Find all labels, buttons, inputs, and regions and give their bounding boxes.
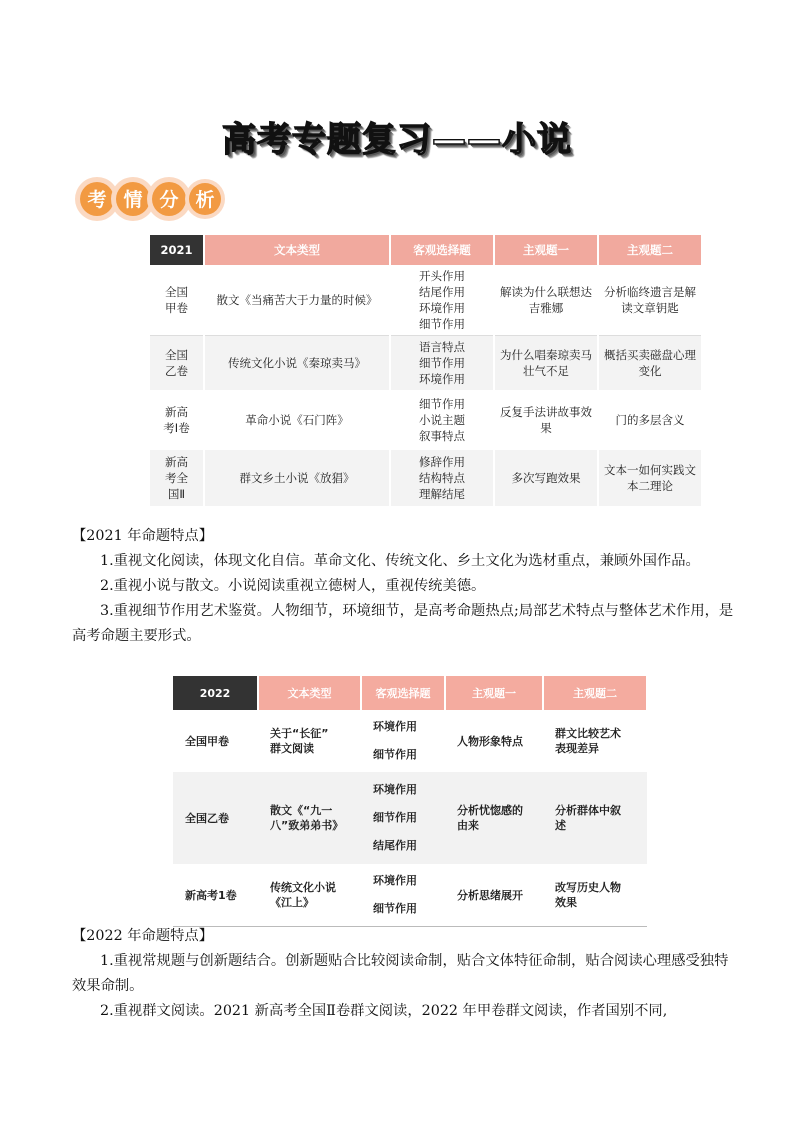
header-objective: 客观选择题 — [390, 235, 494, 265]
section-heading: 【2021 年命题特点】 — [72, 528, 214, 544]
cell-q1: 人物形象特点 — [445, 710, 543, 772]
header-q2: 主观题二 — [598, 235, 702, 265]
header-year: 2021 — [150, 235, 204, 265]
point-1: 1.重视文化阅读，体现文化自信。革命文化、传统文化、乡土文化为选材重点，兼顾外国作品。 — [100, 553, 700, 569]
cell-q1: 多次写跑效果 — [494, 449, 598, 507]
cell-region: 新高 考I卷 — [150, 391, 204, 449]
table-row — [150, 336, 702, 392]
cell-q1: 为什么唱秦琼卖马壮气不足 — [494, 336, 598, 392]
header-type: 文本类型 — [258, 676, 361, 710]
cell-q2: 分析群体中叙 述 — [543, 772, 647, 864]
objective-item: 环境作用 — [373, 783, 417, 796]
cell-objective: 修辞作用 结构特点 理解结尾 — [390, 449, 494, 507]
table-row — [150, 391, 702, 449]
cell-region: 全国乙卷 — [173, 772, 258, 864]
cell-objective: 细节作用 小说主题 叙事特点 — [390, 391, 494, 449]
cell-objective: 开头作用 结尾作用 环境作用 细节作用 — [390, 265, 494, 336]
table-row — [173, 864, 647, 927]
cell-type: 散文《当痛苦大于力量的时候》 — [204, 265, 390, 336]
cell-q2: 门的多层含义 — [598, 391, 702, 449]
page-title: 高考专题复习——小说 — [222, 120, 572, 160]
cell-q2: 改写历史人物 效果 — [543, 864, 647, 927]
section-badge — [74, 176, 226, 222]
cell-objective — [361, 710, 445, 772]
cell-objective — [361, 772, 445, 864]
cell-objective: 语言特点 细节作用 环境作用 — [390, 336, 494, 392]
table-2022 — [173, 676, 648, 927]
section-2022 — [72, 924, 737, 1024]
cell-q1: 分析思绪展开 — [445, 864, 543, 927]
section-heading: 【2022 年命题特点】 — [72, 928, 214, 944]
objective-item: 细节作用 — [373, 902, 417, 915]
cell-type: 传统文化小说《秦琼卖马》 — [204, 336, 390, 392]
cell-objective — [361, 864, 445, 927]
point-2: 2.重视群文阅读。2021 新高考全国Ⅱ卷群文阅读，2022 年甲卷群文阅读，作者国别不同, — [100, 1003, 668, 1019]
cell-q2: 文本一如何实践文本二理论 — [598, 449, 702, 507]
objective-item: 细节作用 — [373, 811, 417, 824]
cell-region: 新高考1卷 — [173, 864, 258, 927]
header-objective: 客观选择题 — [361, 676, 445, 710]
badge-char-3: 分 — [159, 189, 179, 211]
cell-type: 革命小说《石门阵》 — [204, 391, 390, 449]
point-1: 1.重视常规题与创新题结合。创新题贴合比较阅读命制，贴合文体特征命制，贴合阅读心理感受独特效果命制。 — [72, 953, 729, 994]
cell-region: 全国 甲卷 — [150, 265, 204, 336]
cell-q1: 解读为什么联想达吉雅娜 — [494, 265, 598, 336]
cell-type: 关于“长征” 群文阅读 — [258, 710, 361, 772]
objective-item: 细节作用 — [373, 748, 417, 761]
cell-q2: 分析临终遗言是解读文章钥匙 — [598, 265, 702, 336]
header-q1: 主观题一 — [494, 235, 598, 265]
cell-region: 新高 考全 国Ⅱ — [150, 449, 204, 507]
header-year: 2022 — [173, 676, 258, 710]
badge-char-4: 析 — [195, 189, 215, 211]
objective-item: 结尾作用 — [373, 839, 417, 852]
badge-char-1: 考 — [87, 189, 107, 211]
table-header-row — [173, 676, 647, 710]
header-q2: 主观题二 — [543, 676, 647, 710]
badge-char-2: 情 — [123, 189, 143, 211]
cell-type: 散文《“九一 八”致弟弟书》 — [258, 772, 361, 864]
cell-region: 全国甲卷 — [173, 710, 258, 772]
point-3: 3.重视细节作用艺术鉴赏。人物细节，环境细节，是高考命题热点;局部艺术特点与整体艺术作用，是高考命题主要形式。 — [72, 603, 734, 644]
table-header-row — [150, 235, 702, 265]
table-row — [150, 265, 702, 336]
cell-q1: 分析忧惚感的 由来 — [445, 772, 543, 864]
cell-q2: 概括买卖磁盘心理变化 — [598, 336, 702, 392]
point-2: 2.重视小说与散文。小说阅读重视立德树人，重视传统美德。 — [100, 578, 486, 594]
table-row — [173, 772, 647, 864]
cell-q1: 反复手法讲故事效果 — [494, 391, 598, 449]
objective-item: 环境作用 — [373, 874, 417, 887]
cell-region: 全国 乙卷 — [150, 336, 204, 392]
cell-type: 传统文化小说 《江上》 — [258, 864, 361, 927]
table-row — [150, 449, 702, 507]
cell-type: 群文乡土小说《放猖》 — [204, 449, 390, 507]
section-2021 — [72, 524, 737, 649]
table-row — [173, 710, 647, 772]
table-2021 — [150, 235, 703, 508]
header-q1: 主观题一 — [445, 676, 543, 710]
cell-q2: 群文比较艺术 表现差异 — [543, 710, 647, 772]
objective-item: 环境作用 — [373, 720, 417, 733]
header-type: 文本类型 — [204, 235, 390, 265]
